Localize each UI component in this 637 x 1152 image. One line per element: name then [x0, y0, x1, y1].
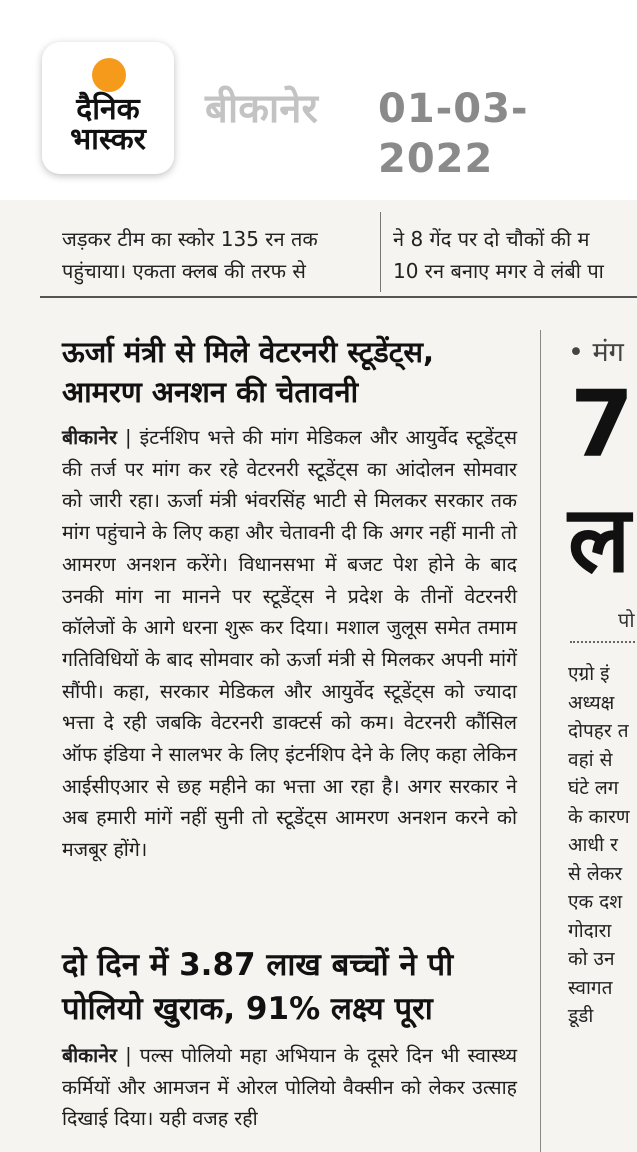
- right-line: के कारण: [568, 805, 630, 828]
- right-line: से लेकर: [568, 862, 623, 885]
- right-line: को उन: [568, 948, 615, 970]
- right-line: दोपहर त: [568, 720, 629, 742]
- article2-headline-line1: दो दिन में 3.87 लाख बच्चों ने पी: [62, 947, 454, 983]
- edition-date: 01-03-2022: [378, 86, 529, 182]
- right-line: स्वागत: [568, 976, 613, 999]
- logo-text-line2: भास्कर: [70, 122, 146, 157]
- article1-headline-line1: ऊर्जा मंत्री से मिले वेटरनरी स्टूडेंट्स,: [62, 335, 434, 369]
- right-line: डूडी: [568, 1005, 594, 1027]
- logo-text-line1: दैनिक: [76, 92, 140, 127]
- right-byline: पो: [618, 608, 635, 632]
- right-line: अध्यक्ष: [568, 691, 615, 714]
- section-rule: [40, 296, 637, 298]
- dotted-divider: [570, 641, 637, 643]
- right-kicker: • मंग: [568, 337, 624, 368]
- right-line: गोदारा: [568, 919, 612, 942]
- article1-dateline: बीकानेर: [62, 426, 118, 449]
- article2-headline-line2: पोलियो खुराक, 91% लक्ष्य पूरा: [62, 991, 433, 1027]
- article1-body: बीकानेर | इंटर्नशिप भत्ते की मांग मेडिकल और आयुर्वेद स्टूडेंट्स की तर्ज पर मांग कर रहे वेटरनरी स्टूडेंट्स का आंदोलन सोमवार को जारी रहा। ऊर्जा मंत्री भंवरसिंह भाटी से मिलकर सरकार तक मांग पहुंचाने के लिए कहा और चेतावनी दी कि अगर नहीं मानी तो आमरण अनशन करेंगे। विधानसभा में बजट पेश होने के बाद उनकी मांग ना मानने पर स्टूडेंट्स ने प्रदेश के तीनों वेटरनरी कॉलेजों के आगे धरना शुरू कर दिया। मशाल जुलूस समेत तमाम गतिविधियों के बाद सोमवार को ऊर्जा मंत्री से मिलकर अपनी मांगें सौंपी। कहा, सरकार मेडिकल और आयुर्वेद स्टूडेंट्स को ज्यादा भत्ता दे रही जबकि वेटरनरी डाक्टर्स को कम। वेटरनरी कौंसिल ऑफ इंडिया ने सालभर के लिए इंटर्नशिप देने के लिए कहा लेकिन आईसीएआर से छह महीने का भत्ता आ रहा है। अगर सरकार ने अब हमारी मांगें नहीं सुनी तो स्टूडेंट्स आमरण अनशन करने को मजबूर होंगे।: [62, 426, 517, 862]
- right-column-divider: [540, 330, 541, 1152]
- right-big-word: ल: [568, 486, 631, 593]
- article1-headline-line2: आमरण अनशन की चेतावनी: [62, 375, 359, 409]
- app-header: [0, 0, 637, 200]
- top-left-fragment-line1: जड़कर टीम का स्कोर 135 रन तक: [62, 227, 318, 251]
- article1-body-text: इंटर्नशिप भत्ते की मांग मेडिकल और आयुर्वेद स्टूडेंट्स की तर्ज पर मांग कर रहे वेटरनरी स्टूडेंट्स का आंदोलन सोमवार को जारी रहा। ऊर्जा मंत्री भंवरसिंह भाटी से मिलकर सरकार तक मांग पहुंचाने के लिए कहा और चेतावनी दी कि अगर नहीं मानी तो आमरण अनशन करेंगे। विधानसभा में बजट पेश होने के बाद उनकी मांग ना मानने पर स्टूडेंट्स ने प्रदेश के तीनों वेटरनरी कॉलेजों के आगे धरना शुरू कर दिया। मशाल जुलूस समेत तमाम गतिविधियों के बाद सोमवार को ऊर्जा मंत्री से मिलकर अपनी मांगें सौंपी। कहा, सरकार मेडिकल और आयुर्वेद स्टूडेंट्स को ज्यादा भत्ता दे रही जबकि वेटरनरी डाक्टर्स को कम। वेटरनरी कौंसिल ऑफ इंडिया ने सालभर के लिए इंटर्नशिप देने के लिए कहा लेकिन आईसीएआर से छह महीने का भत्ता आ रहा है। अगर सरकार ने अब हमारी मांगें नहीं सुनी तो स्टूडेंट्स आमरण अनशन करने को मजबूर होंगे।: [62, 426, 517, 862]
- right-line: वहां से: [568, 748, 613, 771]
- sun-logo-icon: [92, 58, 126, 92]
- right-line: एक दश: [568, 891, 623, 913]
- article2-body-text: पल्स पोलियो महा अभियान के दूसरे दिन भी स्वास्थ्य कर्मियों और आमजन में ओरल पोलियो वैक्सीन को लेकर उत्साह दिखाई दिया। यही वजह रही: [62, 1044, 517, 1131]
- edition-city: बीकानेर: [205, 86, 318, 132]
- column-divider: [380, 212, 381, 292]
- top-left-fragment-line2: पहुंचाया। एकता क्लब की तरफ से: [62, 259, 306, 283]
- article1-headline: [62, 332, 522, 412]
- top-right-fragment-line1: ने 8 गेंद पर दो चौकों की म: [393, 227, 590, 251]
- right-line: घंटे लग: [568, 777, 619, 799]
- right-big-number: 7: [570, 371, 635, 478]
- right-line: आधी र: [568, 834, 618, 856]
- article2-headline: [62, 943, 522, 1031]
- article2-body: बीकानेर | पल्स पोलियो महा अभियान के दूसरे दिन भी स्वास्थ्य कर्मियों और आमजन में ओरल पोलियो वैक्सीन को लेकर उत्साह दिखाई दिया। यही वजह रही: [62, 1044, 517, 1131]
- dainik-bhaskar-logo[interactable]: [42, 42, 174, 174]
- right-article-cropped: [560, 330, 637, 1152]
- article2-dateline: बीकानेर: [62, 1044, 118, 1067]
- newspaper-page: [0, 200, 637, 1152]
- right-body-lines: [568, 660, 630, 1031]
- top-right-fragment-line2: 10 रन बनाए मगर वे लंबी पा: [393, 259, 604, 283]
- right-line: एग्रो इं: [568, 663, 610, 685]
